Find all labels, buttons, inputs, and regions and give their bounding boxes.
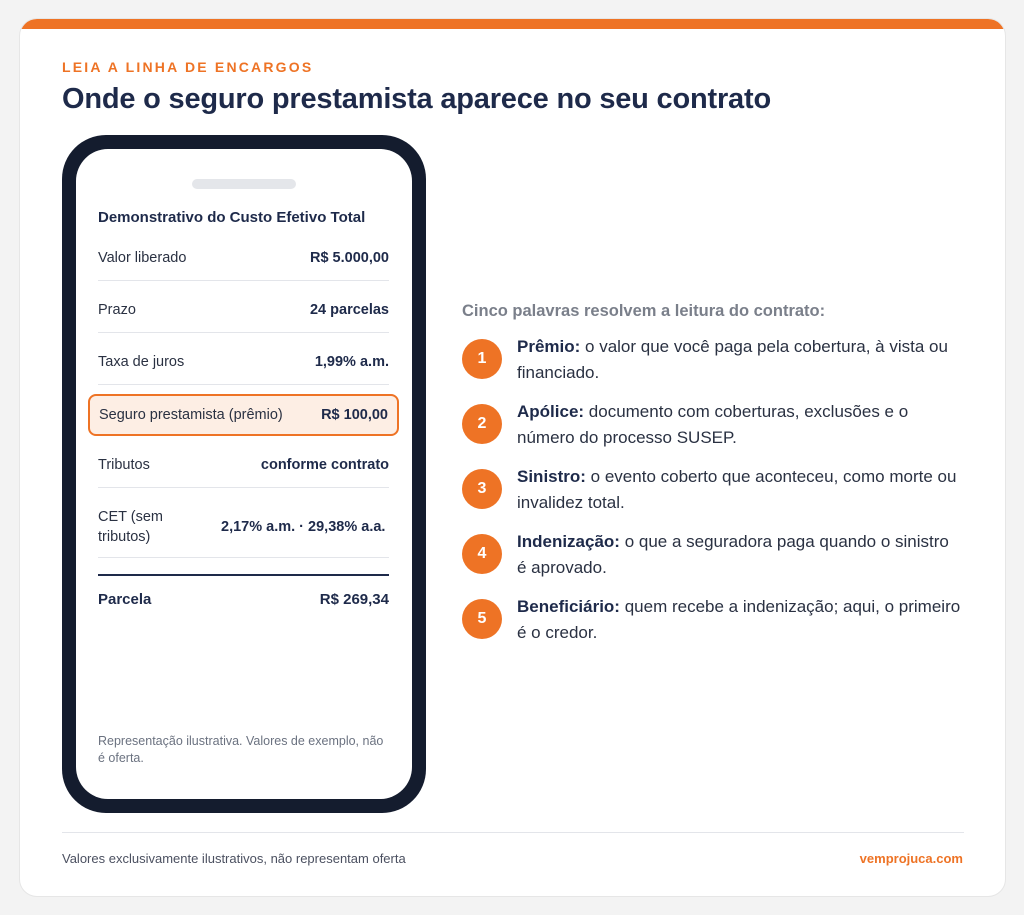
glossary-text [517,399,962,451]
total-label: Parcela [98,590,152,608]
infographic-card [19,18,1006,897]
row-value: conforme contrato [260,457,389,473]
number-badge: 1 [462,339,502,379]
statement-row-cet [98,496,389,558]
statement-row-prazo [98,288,389,333]
glossary-item-sinistro [462,469,962,516]
page-title: Onde o seguro prestamista aparece no seu contrato [62,83,771,115]
row-label: Seguro prestamista (prêmio) [99,407,283,423]
row-label: Tributos [98,457,150,473]
footer-site-link[interactable]: vemprojuca.com [859,851,963,866]
total-value: R$ 269,34 [319,590,389,608]
statement-title: Demonstrativo do Custo Efetivo Total [98,209,366,226]
glossary-item-beneficiario [462,599,962,646]
glossary-term: Beneficiário: [517,597,620,616]
row-value: 1,99% a.m. [314,354,389,370]
statement-row-parcela-total [98,581,389,617]
glossary-definition: o que a seguradora paga quando o sinistro é aprovado. [517,532,949,577]
glossary-definition: o valor que você paga pela cobertura, à vista ou financiado. [517,337,948,382]
row-value: 2,17% a.m. · 29,38% a.a. [221,518,386,535]
number-badge: 4 [462,534,502,574]
row-value: 24 parcelas [309,302,389,318]
glossary-term: Prêmio: [517,337,581,356]
number-badge: 3 [462,469,502,509]
phone-disclaimer: Representação ilustrativa. Valores de exemplo, não é oferta. [98,734,384,765]
glossary-item-apolice [462,404,962,451]
glossary-term: Apólice: [517,402,585,421]
glossary-term: Sinistro: [517,467,586,486]
number-badge: 2 [462,404,502,444]
number-badge: 5 [462,599,502,639]
statement-row-tributos [98,443,389,488]
glossary-definition: quem recebe a indenização; aqui, o primeiro é o credor. [517,597,961,642]
glossary-text [517,464,962,516]
phone-mockup [62,135,426,813]
row-label: Valor liberado [98,250,187,266]
glossary-text [517,594,962,646]
glossary-term: Indenização: [517,532,620,551]
row-value: R$ 5.000,00 [309,250,389,266]
row-label: Prazo [98,302,136,318]
phone-screen [76,149,412,799]
glossary-item-indenizacao [462,534,962,581]
row-value: R$ 100,00 [321,407,388,423]
glossary-intro: Cinco palavras resolvem a leitura do contrato: [462,302,826,320]
row-label: Taxa de juros [98,354,185,370]
statement-row-valor-liberado [98,236,389,281]
footer-divider [62,832,964,833]
statement-row-seguro-highlighted [88,394,399,436]
glossary-text [517,334,962,386]
total-divider [98,574,389,576]
glossary-text [517,529,962,581]
row-label: CET (sem tributos) [98,508,163,545]
top-accent-bar [20,19,1005,29]
glossary-definition: o evento coberto que aconteceu, como morte ou invalidez total. [517,467,957,512]
glossary-item-premio [462,339,962,386]
footer-disclaimer: Valores exclusivamente ilustrativos, não representam oferta [62,851,406,866]
glossary-definition: documento com coberturas, exclusões e o número do processo SUSEP. [517,402,909,447]
eyebrow-label: LEIA A LINHA DE ENCARGOS [62,59,314,75]
phone-notch [192,179,296,189]
statement-row-taxa-juros [98,340,389,385]
